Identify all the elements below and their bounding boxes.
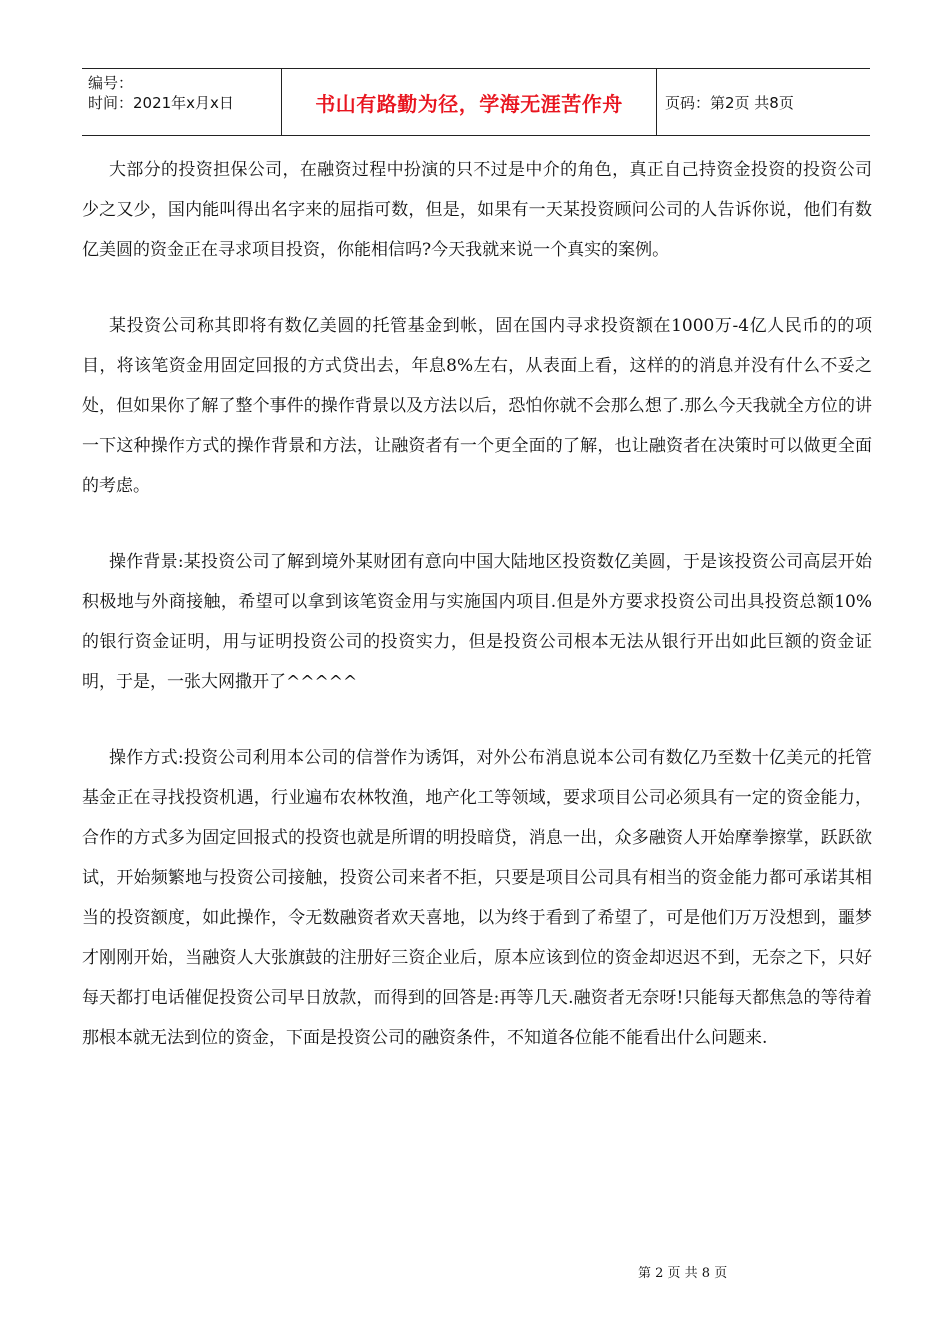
- paragraph-background: 操作背景:某投资公司了解到境外某财团有意向中国大陆地区投资数亿美圆，于是该投资公司高层开始积极地与外商接触，希望可以拿到该笔资金用与实施国内项目.但是外方要求投资公司出具投资总额10%的银行资金证明，用与证明投资公司的投资实力，但是投资公司根本无法从银行开出如此巨额的资金证明，于是，一张大网撒开了^^^^^: [82, 552, 872, 692]
- document-date-label: 时间：2021年x月x日: [88, 94, 234, 112]
- header-page-info: 页码：第2页 共8页: [665, 93, 794, 112]
- page-footer: [0, 1262, 950, 1281]
- document-number-label: 编号：: [88, 74, 134, 92]
- header-motto: 书山有路勤为径，学海无涯苦作舟: [282, 69, 657, 135]
- paragraph-method: 操作方式:投资公司利用本公司的信誉作为诱饵，对外公布消息说本公司有数亿乃至数十亿美元的托管基金正在寻找投资机遇，行业遍布农林牧渔，地产化工等领域，要求项目公司必须具有一定的资金能力，合作的方式多为固定回报式的投资也就是所谓的明投暗贷，消息一出，众多融资人开始摩拳擦掌，跃跃欲试，开始频繁地与投资公司接触，投资公司来者不拒，只要是项目公司具有相当的资金能力都可承诺其相当的投资额度，如此操作，令无数融资者欢天喜地，以为终于看到了希望了，可是他们万万没想到，噩梦才刚刚开始，当融资人大张旗鼓的注册好三资企业后，原本应该到位的资金却迟迟不到，无奈之下，只好每天都打电话催促投资公司早日放款，而得到的回答是:再等几天.融资者无奈呀!只能每天都焦急的等待着那根本就无法到位的资金，下面是投资公司的融资条件，不知道各位能不能看出什么问题来.: [82, 748, 872, 1048]
- page-header: [82, 68, 870, 136]
- paragraph-case: 某投资公司称其即将有数亿美圆的托管基金到帐，固在国内寻求投资额在1000万-4亿人民币的的项目，将该笔资金用固定回报的方式贷出去，年息8%左右，从表面上看，这样的的消息并没有什么不妥之处，但如果你了解了整个事件的操作背景以及方法以后，恐怕你就不会那么想了.那么今天我就全方位的讲一下这种操作方式的操作背景和方法，让融资者有一个更全面的了解，也让融资者在决策时可以做更全面的考虑。: [82, 316, 872, 496]
- document-body: [82, 150, 872, 1094]
- header-meta: [82, 69, 282, 135]
- paragraph-intro: 大部分的投资担保公司，在融资过程中扮演的只不过是中介的角色，真正自己持资金投资的投资公司少之又少，国内能叫得出名字来的屈指可数，但是，如果有一天某投资顾问公司的人告诉你说，他们有数亿美圆的资金正在寻求项目投资，你能相信吗?今天我就来说一个真实的案例。: [82, 160, 872, 260]
- footer-page-number: 第 2 页 共 8 页: [638, 1266, 728, 1281]
